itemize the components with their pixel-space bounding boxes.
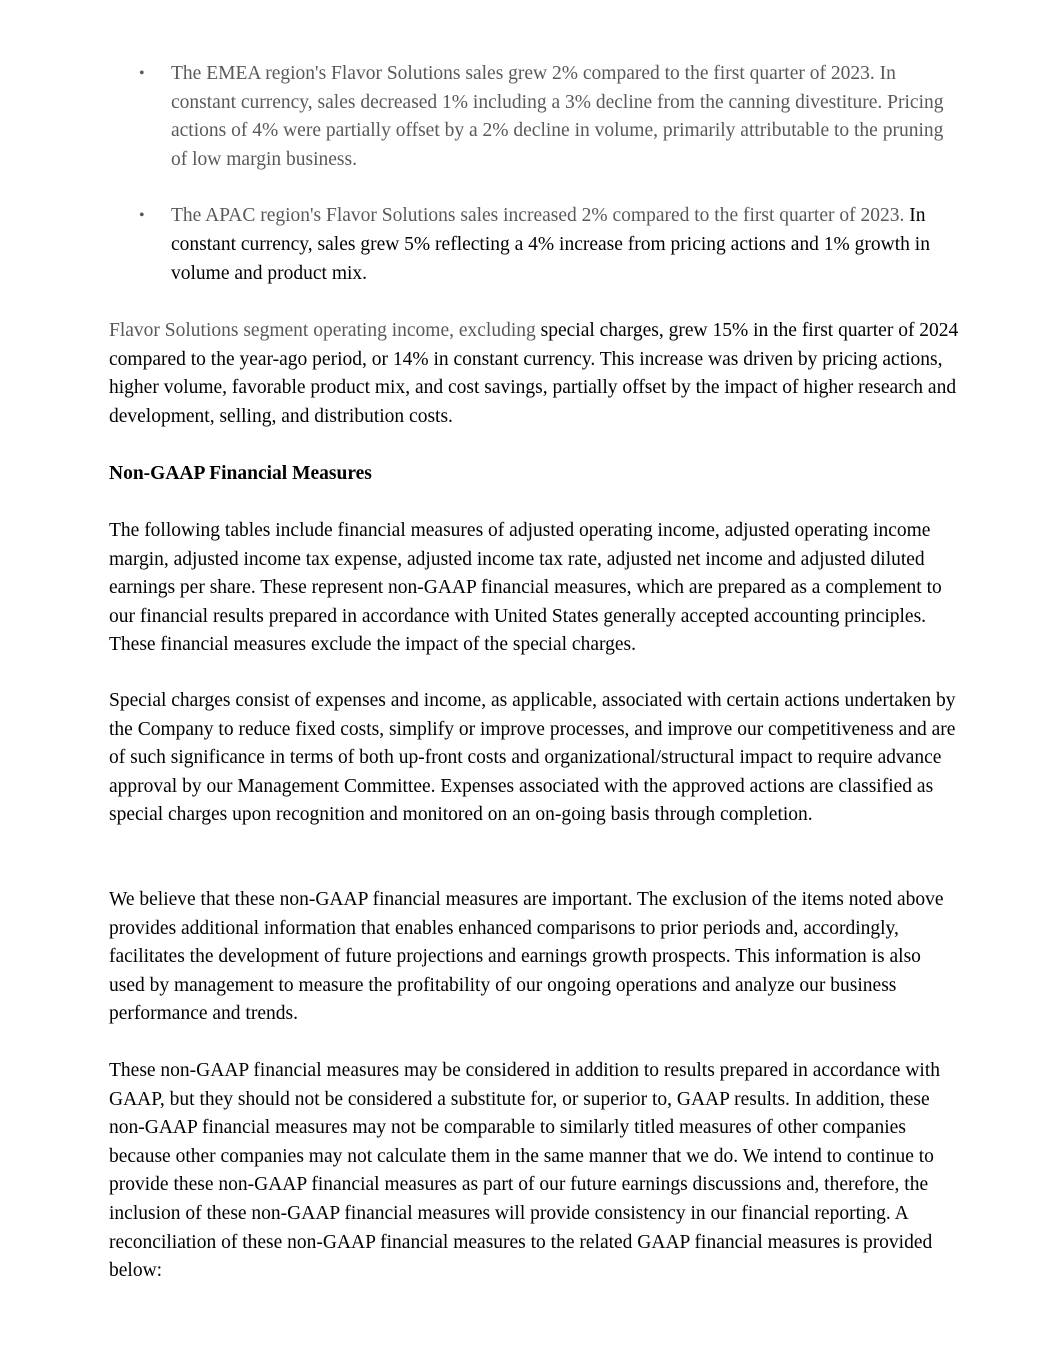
non-gaap-heading: Non-GAAP Financial Measures (109, 463, 372, 484)
bullet-emea-text: The EMEA region's Flavor Solutions sales grew 2% compared to the first quarter of 2023. In constant currency, sales decreased 1% including a 3% decline from the canning divestiture. Pricing actions of 4% were partially offset by a 2% decline in volume, primarily attributable to the pruning of low margin business. (171, 63, 944, 170)
segment-paragraph-muted: Flavor Solutions segment operating income, excluding (109, 320, 536, 341)
bullet-emea (109, 60, 959, 174)
gaap-comparison-paragraph: These non-GAAP financial measures may be considered in addition to results prepared in accordance with GAAP, but they should not be considered a substitute for, or superior to, GAAP results. In addition, these non-GAAP financial measures may not be comparable to similarly titled measures of other companies because other companies may not calculate them in the same manner that we do. We intend to continue to provide these non-GAAP financial measures as part of our future earnings discussions and, therefore, the inclusion of these non-GAAP financial measures will provide consistency in our financial reporting. A reconciliation of these non-GAAP financial measures to the related GAAP financial measures is provided below: (109, 1060, 940, 1282)
bullet-apac (109, 202, 959, 288)
region-bullet-list (109, 60, 959, 316)
segment-operating-income-paragraph (109, 317, 959, 431)
bullet-dot: • (139, 65, 145, 82)
bullet-apac-text: In constant currency, sales grew 5% reflecting a 4% increase from pricing actions and 1% growth in volume and product mix. (171, 205, 930, 284)
special-charges-paragraph: Special charges consist of expenses and income, as applicable, associated with certain actions undertaken by the Company to reduce fixed costs, simplify or improve processes, and improve our competitiveness and are of such significance in terms of both up-front costs and organizational/structural impact to require advance approval by our Management Committee. Expenses associated with the approved actions are classified as special charges upon recognition and monitored on an on-going basis through completion. (109, 690, 956, 826)
bullet-apac-text-muted: The APAC region's Flavor Solutions sales increased 2% compared to the first quarter of 2023. (171, 205, 905, 227)
importance-paragraph: We believe that these non-GAAP financial measures are important. The exclusion of the items noted above provides additional information that enables enhanced comparisons to prior periods and, accordingly, facilitates the development of future projections and earnings growth prospects. This information is also used by management to measure the profitability of our ongoing operations and analyze our business performance and trends. (109, 889, 944, 1025)
segment-paragraph-rest: special charges, grew 15% in the first quarter of 2024 compared to the year-ago period, or 14% in constant currency. This increase was driven by pricing actions, higher volume, favorable product mix, and cost savings, partially offset by the impact of higher research and development, selling, and distribution costs. (109, 320, 959, 427)
non-gaap-paragraph-1: The following tables include financial measures of adjusted operating income, adjusted operating income margin, adjusted income tax expense, adjusted income tax rate, adjusted net income and adjusted diluted earnings per share. These represent non-GAAP financial measures, which are prepared as a complement to our financial results prepared in accordance with United States generally accepted accounting principles. These financial measures exclude the impact of the special charges. (109, 520, 942, 656)
bullet-dot: • (139, 207, 145, 225)
